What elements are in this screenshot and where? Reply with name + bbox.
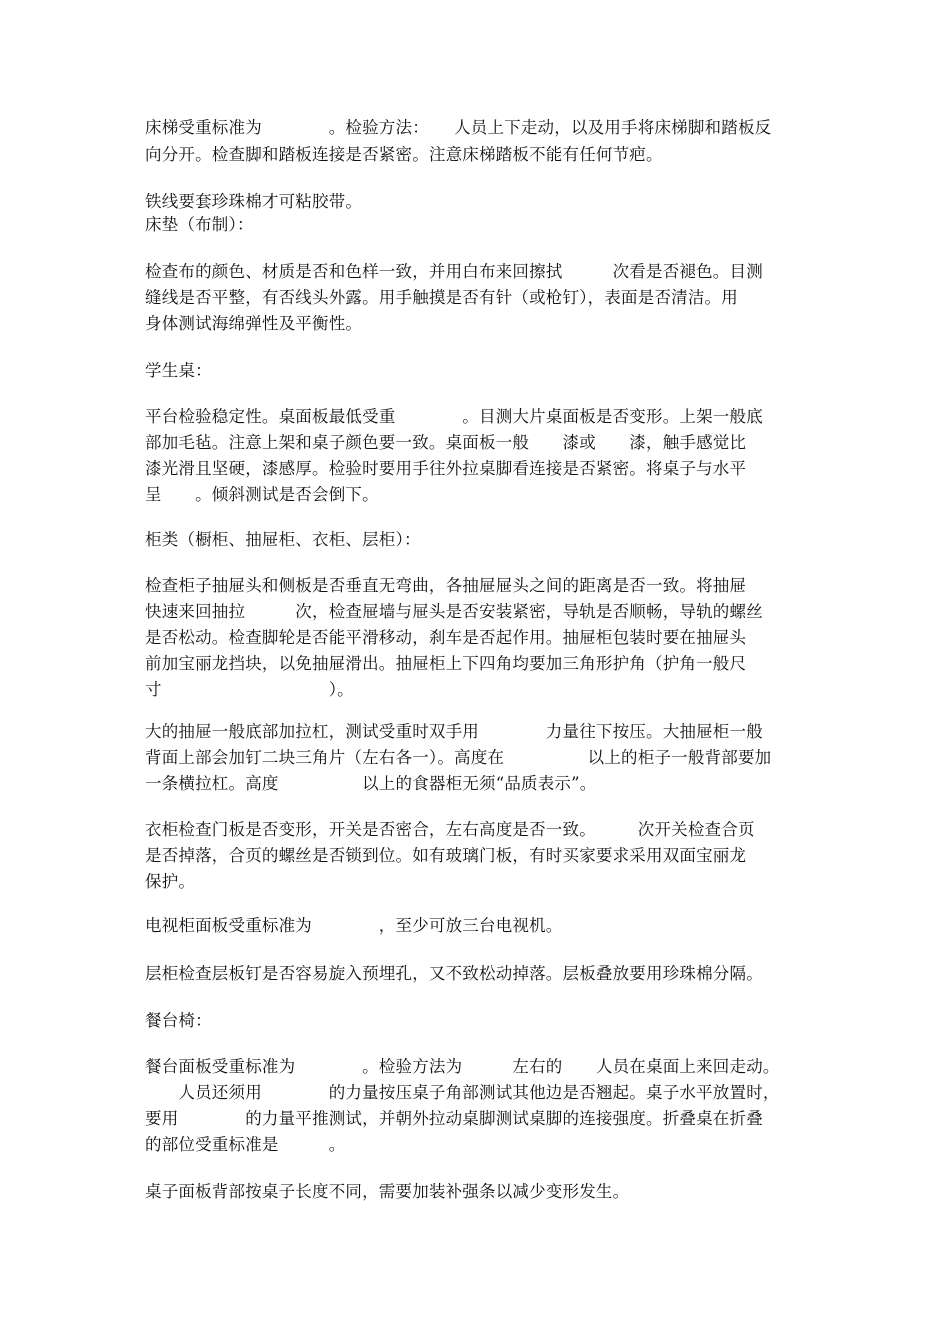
section-heading: 柜类（橱柜、抽屉柜、衣柜、层柜）： bbox=[145, 530, 421, 549]
text-line: 床梯受重标准为 。检验方法： 人员上下走动，以及用手将床梯脚和踏板反 bbox=[145, 118, 772, 137]
text-line: 部加毛毡。注意上架和桌子颜色要一致。桌面板一般 漆或 漆，触手感觉比 bbox=[145, 433, 747, 452]
text-line: 层柜检查层板钉是否容易旋入预埋孔，又不致松动掉落。层板叠放要用珍珠棉分隔。 bbox=[145, 964, 763, 983]
section-heading: 学生桌： bbox=[145, 361, 212, 380]
text-line: 铁线要套珍珠棉才可粘胶带。 bbox=[145, 192, 363, 211]
text-line: 餐台面板受重标准为 。检验方法为 左右的 人员在桌面上来回走动。 bbox=[145, 1057, 780, 1076]
section-heading: 床垫（布制）： bbox=[145, 215, 254, 234]
text-line: 呈 。倾斜测试是否会倒下。 bbox=[145, 485, 379, 504]
text-line: 背面上部会加钉二块三角片（左右各一）。高度在 以上的柜子一般背部要加 bbox=[145, 748, 772, 767]
text-line: 寸 ）。 bbox=[145, 680, 354, 699]
text-line: 衣柜检查门板是否变形，开关是否密合，左右高度是否一致。 次开关检查合页 bbox=[145, 820, 755, 839]
text-line: 桌子面板背部按桌子长度不同，需要加装补强条以减少变形发生。 bbox=[145, 1182, 630, 1201]
text-line: 的部位受重标准是 。 bbox=[145, 1135, 346, 1154]
text-line: 保护。 bbox=[145, 872, 196, 891]
text-line: 平台检验稳定性。桌面板最低受重 。目测大片桌面板是否变形。上架一般底 bbox=[145, 407, 763, 426]
text-line: 一条横拉杠。高度 以上的食器柜无须“品质表示”。 bbox=[145, 774, 597, 793]
text-line: 电视柜面板受重标准为 ，至少可放三台电视机。 bbox=[145, 916, 563, 935]
text-line: 前加宝丽龙挡块，以免抽屉滑出。抽屉柜上下四角均要加三角形护角（护角一般尺 bbox=[145, 654, 747, 673]
text-line: 检查布的颜色、材质是否和色样一致，并用白布来回擦拭 次看是否褪色。目测 bbox=[145, 262, 763, 281]
text-line: 缝线是否平整，有否线头外露。用手触摸是否有针（或枪钉），表面是否清洁。用 bbox=[145, 288, 738, 307]
text-line: 人员还须用 的力量按压桌子角部测试其他边是否翘起。桌子水平放置时， bbox=[145, 1083, 780, 1102]
section-heading: 餐台椅： bbox=[145, 1011, 212, 1030]
text-line: 漆光滑且坚硬，漆感厚。检验时要用手往外拉桌脚看连接是否紧密。将桌子与水平 bbox=[145, 459, 747, 478]
text-line: 是否松动。检查脚轮是否能平滑移动，刹车是否起作用。抽屉柜包装时要在抽屉头 bbox=[145, 628, 747, 647]
text-line: 大的抽屉一般底部加拉杠，测试受重时双手用 力量往下按压。大抽屉柜一般 bbox=[145, 722, 763, 741]
text-line: 身体测试海绵弹性及平衡性。 bbox=[145, 314, 363, 333]
text-line: 是否掉落，合页的螺丝是否锁到位。如有玻璃门板，有时买家要求采用双面宝丽龙 bbox=[145, 846, 747, 865]
text-line: 向分开。检查脚和踏板连接是否紧密。注意床梯踏板不能有任何节疤。 bbox=[145, 145, 663, 164]
text-line: 快速来回抽拉 次，检查屉墙与屉头是否安装紧密，导轨是否顺畅，导轨的螺丝 bbox=[145, 602, 763, 621]
text-line: 检查柜子抽屉头和侧板是否垂直无弯曲，各抽屉屉头之间的距离是否一致。将抽屉 bbox=[145, 576, 747, 595]
text-line: 要用 的力量平推测试，并朝外拉动桌脚测试桌脚的连接强度。折叠桌在折叠 bbox=[145, 1109, 763, 1128]
